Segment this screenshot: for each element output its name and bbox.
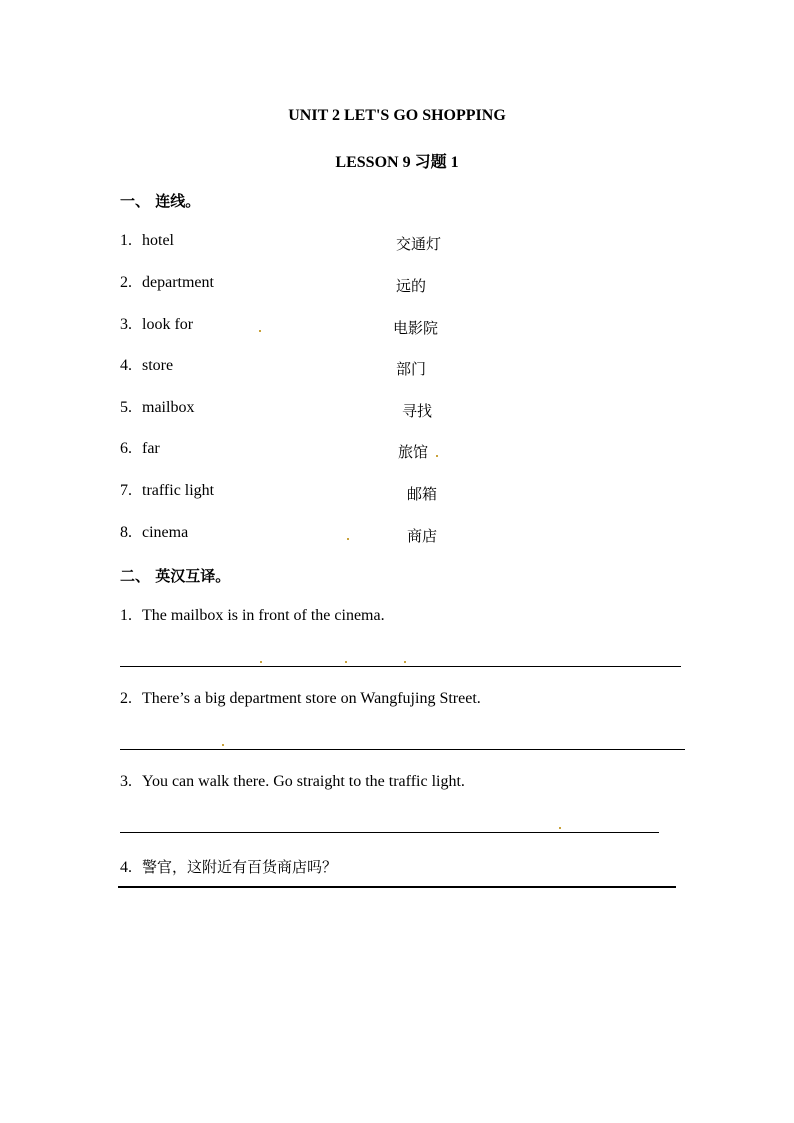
match-word: traffic light — [142, 482, 215, 499]
question-number: 3. — [120, 773, 132, 790]
match-chinese-2: 远的 — [396, 277, 427, 295]
translate-question-2 — [120, 690, 481, 708]
answer-line-1[interactable] — [120, 666, 681, 667]
translate-question-1 — [120, 607, 385, 625]
match-item-5 — [120, 399, 194, 417]
question-text: There’s a big department store on Wangfujing Street. — [142, 690, 481, 707]
question-number: 2. — [120, 690, 132, 707]
match-number: 6. — [120, 440, 132, 457]
question-number: 4. — [120, 859, 132, 876]
question-text: 警官，这附近有百货商店吗？ — [142, 858, 338, 876]
match-number: 4. — [120, 357, 132, 374]
translate-question-3 — [120, 773, 465, 791]
speck — [222, 744, 224, 746]
speck — [347, 538, 349, 540]
match-chinese-1: 交通灯 — [396, 235, 442, 253]
match-item-3 — [120, 316, 193, 334]
section-2-heading: 二、 英汉互译。 — [120, 567, 231, 585]
speck — [345, 661, 347, 663]
speck — [259, 330, 261, 332]
match-chinese-4: 部门 — [396, 360, 427, 378]
speck — [260, 661, 262, 663]
match-number: 5. — [120, 399, 132, 416]
match-number: 7. — [120, 482, 132, 499]
match-item-2 — [120, 274, 214, 292]
match-word: mailbox — [142, 399, 195, 416]
speck — [436, 455, 438, 457]
question-text: You can walk there. Go straight to the traffic light. — [142, 773, 465, 790]
match-chinese-3: 电影院 — [393, 319, 439, 337]
match-chinese-5: 寻找 — [402, 402, 433, 420]
match-word: cinema — [142, 524, 189, 541]
speck — [404, 661, 406, 663]
unit-title: UNIT 2 LET'S GO SHOPPING — [288, 107, 506, 124]
match-chinese-6: 旅馆 — [398, 443, 429, 461]
match-word: far — [142, 440, 160, 457]
translate-question-4 — [120, 856, 337, 877]
question-number: 1. — [120, 607, 132, 624]
section-1-heading: 一、 连线。 — [120, 192, 201, 210]
answer-line-4[interactable] — [118, 886, 676, 888]
match-item-7 — [120, 482, 214, 500]
match-item-8 — [120, 524, 188, 542]
match-word: store — [142, 357, 174, 374]
speck — [559, 827, 561, 829]
match-number: 1. — [120, 232, 132, 249]
answer-line-3[interactable] — [120, 832, 659, 833]
match-item-6 — [120, 440, 160, 458]
match-chinese-7: 邮箱 — [407, 485, 438, 503]
match-item-4 — [120, 357, 173, 375]
match-word: hotel — [142, 232, 174, 249]
lesson-title: LESSON 9 习题 1 — [335, 154, 459, 171]
match-chinese-8: 商店 — [407, 527, 438, 545]
match-number: 8. — [120, 524, 132, 541]
match-number: 3. — [120, 316, 132, 333]
answer-line-2[interactable] — [120, 749, 685, 750]
match-number: 2. — [120, 274, 132, 291]
match-word: look for — [142, 316, 194, 333]
match-item-1 — [120, 232, 174, 250]
match-word: department — [142, 274, 214, 291]
question-text: The mailbox is in front of the cinema. — [142, 607, 385, 624]
